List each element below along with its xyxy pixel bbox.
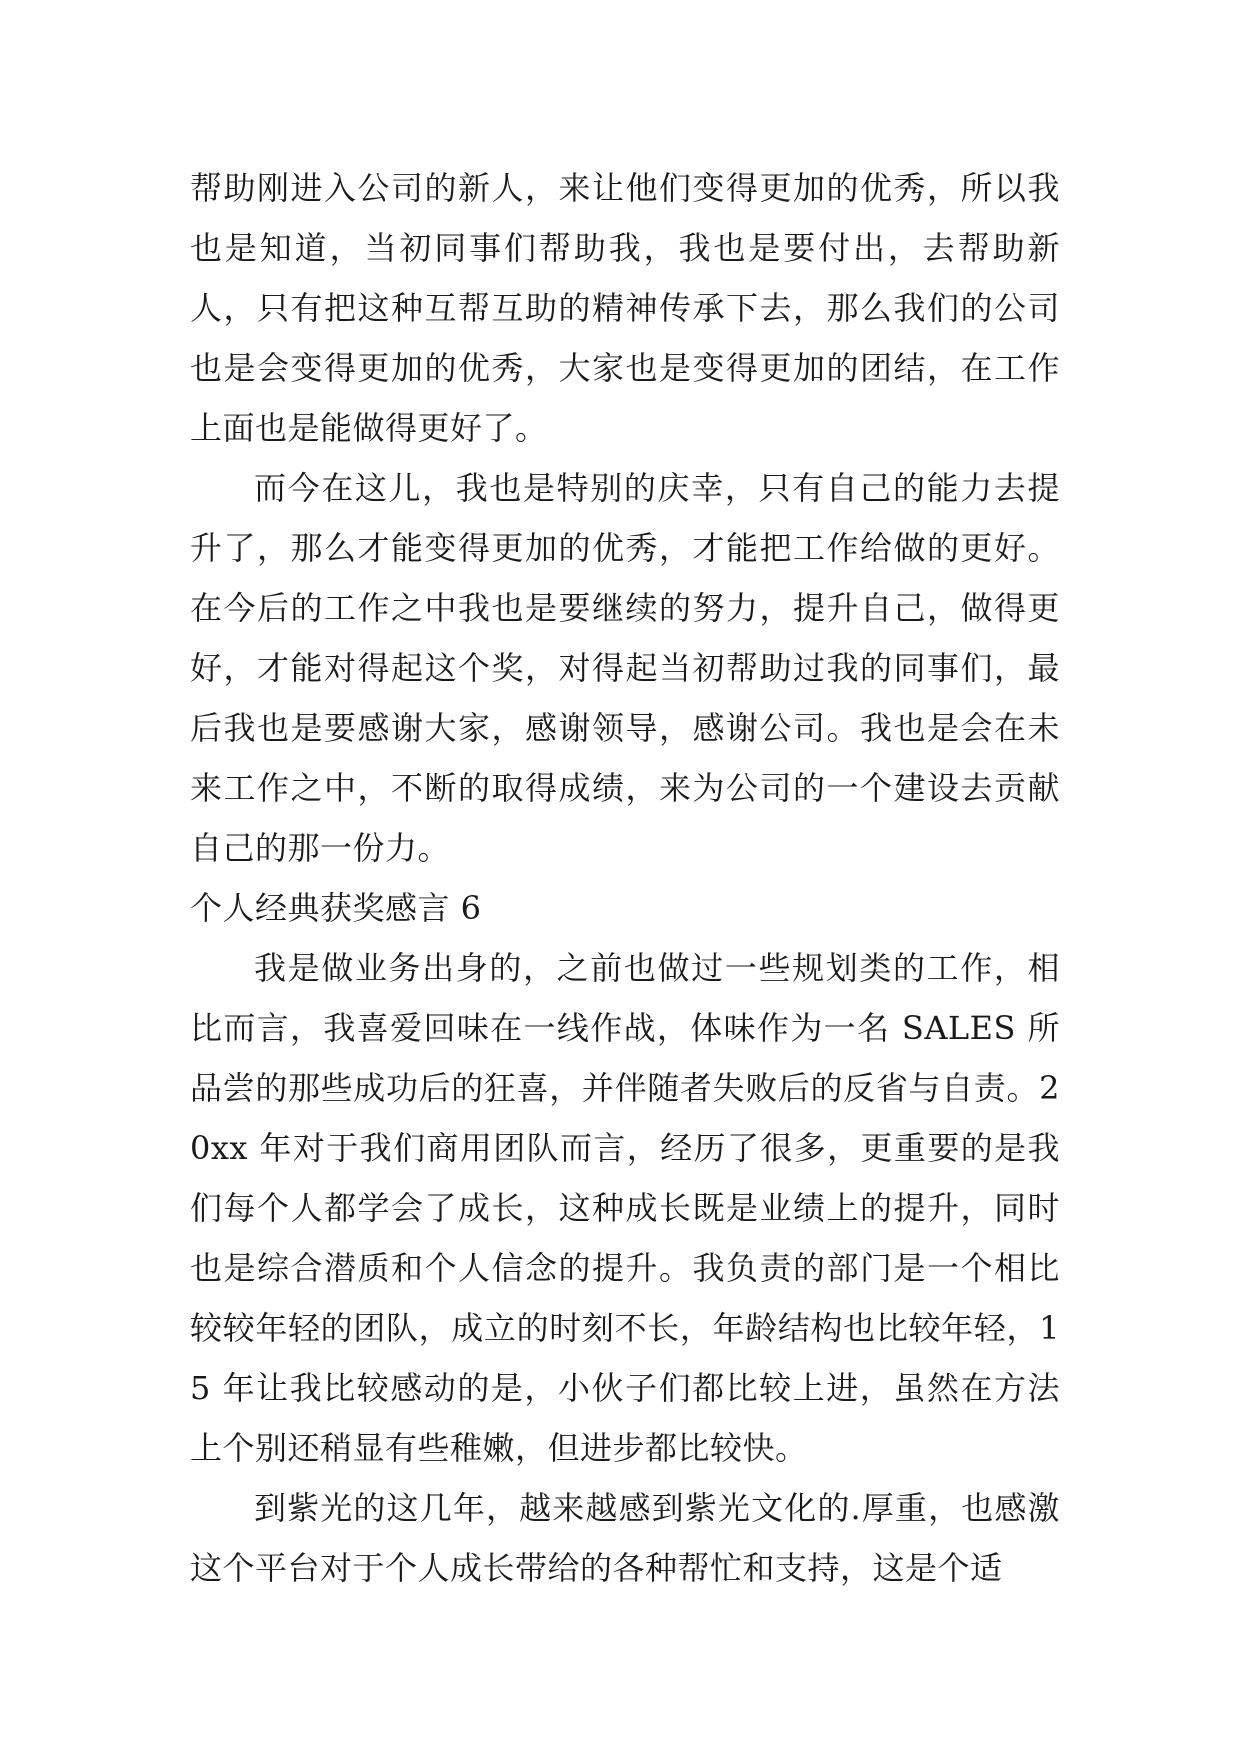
section-heading: 个人经典获奖感言 6 xyxy=(190,889,482,927)
document-body xyxy=(190,158,1060,1598)
paragraph-4: 到紫光的这几年，越来越感到紫光文化的.厚重，也感激这个平台对于个人成长带给的各种帮忙和支持，这是个适 xyxy=(190,1489,1060,1587)
paragraph-1: 帮助刚进入公司的新人，来让他们变得更加的优秀，所以我也是知道，当初同事们帮助我，我也是要付出，去帮助新人，只有把这种互帮互助的精神传承下去，那么我们的公司也是会变得更加的优秀，大家也是变得更加的团结，在工作上面也是能做得更好了。 xyxy=(190,169,1060,447)
paragraph-2: 而今在这儿，我也是特别的庆幸，只有自己的能力去提升了，那么才能变得更加的优秀，才能把工作给做的更好。在今后的工作之中我也是要继续的努力，提升自己，做得更好，才能对得起这个奖，对得起当初帮助过我的同事们，最后我也是要感谢大家，感谢领导，感谢公司。我也是会在未来工作之中，不断的取得成绩，来为公司的一个建设去贡献自己的那一份力。 xyxy=(190,469,1060,867)
paragraph-3: 我是做业务出身的，之前也做过一些规划类的工作，相比而言，我喜爱回味在一线作战，体味作为一名 SALES 所品尝的那些成功后的狂喜，并伴随者失败后的反省与自责。20xx 年对于我们商用团队而言，经历了很多，更重要的是我们每个人都学会了成长，这种成长既是业绩上的提升，同时也是综合潜质和个人信念的提升。我负责的部门是一个相比较较年轻的团队，成立的时刻不长，年龄结构也比较年轻，15 年让我比较感动的是，小伙子们都比较上进，虽然在方法上个别还稍显有些稚嫩，但进步都比较快。 xyxy=(190,949,1060,1467)
